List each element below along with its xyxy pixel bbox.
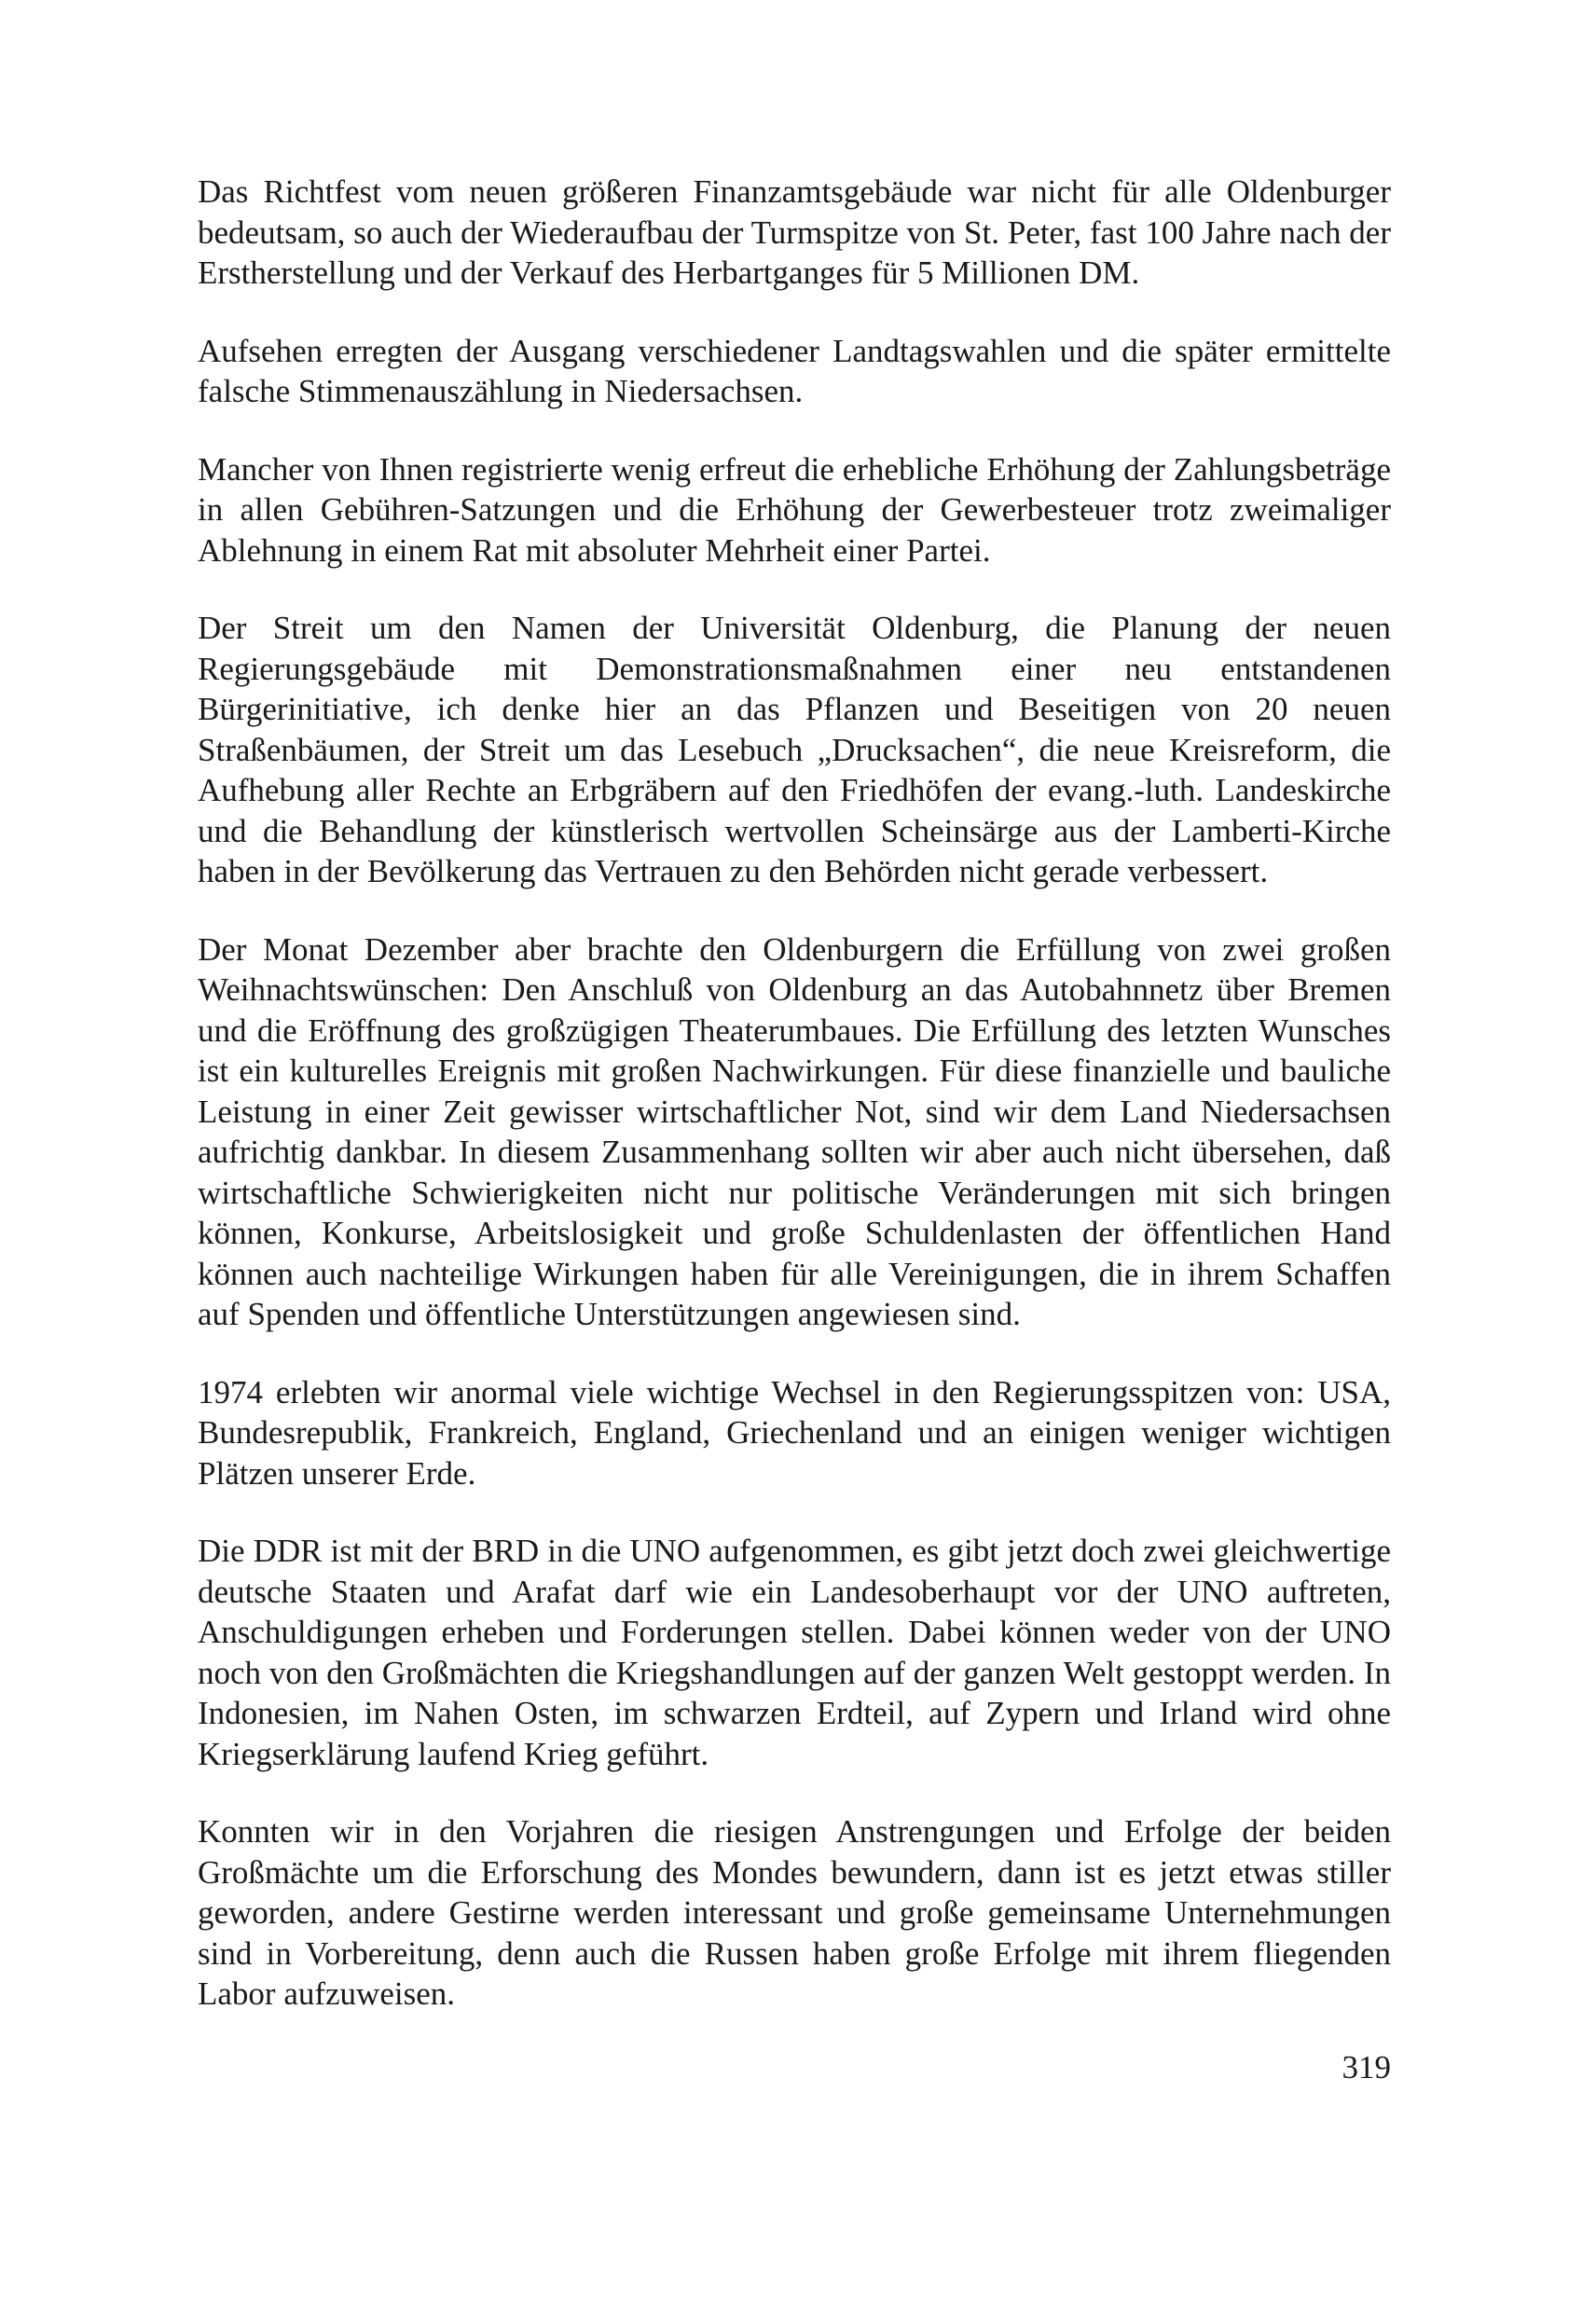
paragraph-4: Der Streit um den Namen der Universität Oldenburg, die Planung der neuen Regierungsgebäude mit Demonstrationsmaßnahmen einer neu entstandenen Bürgerinitiative, ich denke hier an das Pflanzen und Beseitigen von 20 neuen Straßenbäumen, der Streit um das Lesebuch „Drucksachen“, die neue Kreisreform, die Aufhebung aller Rechte an Erbgräbern auf den Friedhöfen der evang.-luth. Landeskirche und die Behandlung der künstlerisch wertvollen Scheinsärge aus der Lamberti-Kirche haben in der Bevölkerung das Vertrauen zu den Behörden nicht gerade verbessert.: [198, 610, 1391, 889]
paragraph-3: Mancher von Ihnen registrierte wenig erfreut die erhebliche Erhöhung der Zahlungsbeträge in allen Gebühren-Satzungen und die Erhöhung der Gewerbesteuer trotz zweimaliger Ablehnung in einem Rat mit absoluter Mehrheit einer Partei.: [198, 450, 1391, 569]
paragraph-5: Der Monat Dezember aber brachte den Oldenburgern die Erfüllung von zwei großen Weihnachtswünschen: Den Anschluß von Oldenburg an das Autobahnnetz über Bremen und die Eröffnung des großzügigen Theaterumbaues. Die Erfüllung des letzten Wunsches ist ein kulturelles Ereignis mit großen Nachwirkungen. Für diese finanzielle und bauliche Leistung in einer Zeit gewisser wirtschaftlicher Not, sind wir dem Land Niedersachsen aufrichtig dankbar. In diesem Zusammenhang sollten wir aber auch nicht übersehen, daß wirtschaftliche Schwierigkeiten nicht nur politische Veränderungen mit sich bringen können, Konkurse, Arbeitslosigkeit und große Schuldenlasten der öffentlichen Hand können auch nachteilige Wirkungen haben für alle Vereinigungen, die in ihrem Schaffen auf Spenden und öffentliche Unterstützungen angewiesen sind.: [198, 930, 1391, 1332]
page-number: 319: [1341, 2049, 1391, 2085]
paragraph-6: 1974 erlebten wir anormal viele wichtige Wechsel in den Regierungsspitzen von: USA, Bundesrepublik, Frankreich, England, Griechenland und an einigen weniger wichtigen Plätzen unserer Erde.: [198, 1373, 1391, 1492]
paragraph-7: Die DDR ist mit der BRD in die UNO aufgenommen, es gibt jetzt doch zwei gleichwertige deutsche Staaten und Arafat darf wie ein Landesoberhaupt vor der UNO auftreten, Anschuldigungen erheben und Forderungen stellen. Dabei können weder von der UNO noch von den Großmächten die Kriegshandlungen auf der ganzen Welt gestoppt werden. In Indonesien, im Nahen Osten, im schwarzen Erdteil, auf Zypern und Irland wird ohne Kriegserklärung laufend Krieg geführt.: [198, 1533, 1391, 1772]
paragraph-1: Das Richtfest vom neuen größeren Finanzamtsgebäude war nicht für alle Oldenburger bedeutsam, so auch der Wiederaufbau der Turmspitze von St. Peter, fast 100 Jahre nach der Erstherstellung und der Verkauf des Herbartganges für 5 Millionen DM.: [198, 173, 1391, 291]
paragraph-2: Aufsehen erregten der Ausgang verschiedener Landtagswahlen und die später ermittelte falsche Stimmenauszählung in Niedersachsen.: [198, 332, 1391, 409]
body-text: [198, 172, 1391, 2052]
paragraph-8: Konnten wir in den Vorjahren die riesigen Anstrengungen und Erfolge der beiden Großmächte um die Erforschung des Mondes bewundern, dann ist es jetzt etwas stiller geworden, andere Gestirne werden interessant und große gemeinsame Unternehmungen sind in Vorbereitung, denn auch die Russen haben große Erfolge mit ihrem fliegenden Labor aufzuweisen.: [198, 1813, 1391, 2012]
